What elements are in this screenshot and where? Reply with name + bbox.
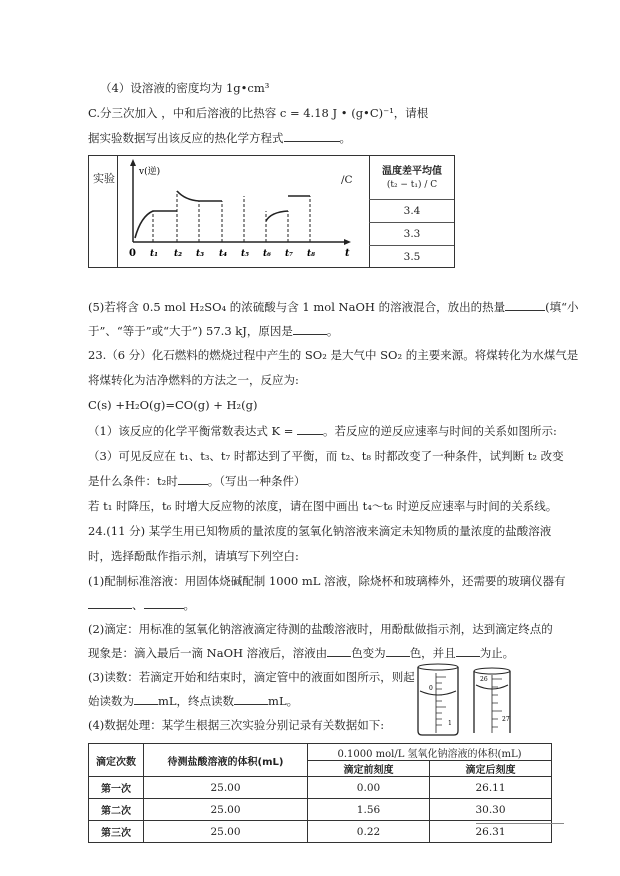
- answer-blank[interactable]: [88, 597, 132, 609]
- answer-blank[interactable]: [293, 323, 327, 335]
- x-axis-arrow-icon: [344, 239, 351, 245]
- before-cell: 0.22: [308, 821, 430, 843]
- header-titration-count: 滴定次数: [89, 744, 144, 777]
- q24-2b-a: 现象是：滴入最后一滴 NaOH 溶液后，溶液由: [88, 646, 328, 660]
- answer-blank[interactable]: [456, 645, 480, 657]
- unit-label: /C: [341, 174, 353, 186]
- hcl-volume-cell: 25.00: [144, 821, 308, 843]
- q5-end: 。: [326, 324, 339, 338]
- q24-1b-sep: 、: [132, 598, 144, 612]
- q24-part4: (4)数据处理：某学生根据三次实验分别记录有关数据如下:: [88, 718, 385, 732]
- q24-1b-end: 。: [183, 598, 195, 612]
- q24-2b-c: 色，并且: [409, 646, 456, 660]
- q5-text-c: 于”、“等于”或“大于”) 57.3 kJ，原因是: [88, 324, 293, 338]
- table-divider: [369, 245, 454, 246]
- q23-line2: 将煤转化为洁净燃料的方法之一，反应为:: [88, 373, 299, 387]
- burette-right: [474, 668, 510, 733]
- origin-label: 0: [129, 248, 136, 259]
- q24-part1: (1)配制标准溶液：用固体烧碱配制 1000 mL 溶液，除烧杯和玻璃棒外，还需要的玻璃仪器有: [88, 574, 566, 588]
- q24-3b-c: mL。: [268, 694, 299, 708]
- table-header-row: [89, 744, 552, 761]
- t6-label: t₆: [263, 249, 272, 259]
- header-naoh-volume: 0.1000 mol/L 氢氧化钠溶液的体积(mL): [308, 744, 552, 761]
- q24-3b-a: 始读数为: [88, 694, 134, 708]
- temperature-header: 温度差平均值: [382, 166, 442, 177]
- table-divider: [117, 156, 118, 267]
- temperature-value-3: 3.5: [403, 251, 421, 263]
- header-after: 滴定后刻度: [430, 761, 552, 777]
- experiment-table: [88, 155, 455, 268]
- time-gridlines: [153, 191, 310, 242]
- q23-part4: 若 t₁ 时降压，t₆ 时增大反应物的浓度，请在图中画出 t₄～t₆ 时逆反应速率与时间的关系线。: [88, 499, 558, 513]
- q23-3b-text: 是什么条件：t₂时: [88, 474, 178, 488]
- table-row: [89, 799, 552, 821]
- answer-blank[interactable]: [297, 423, 323, 435]
- t5-label: t₅: [241, 249, 250, 259]
- row-label: 第一次: [89, 777, 144, 799]
- burette-left-bottom-label: 1: [448, 720, 452, 727]
- c-line: C.分三次加入 ，中和后溶液的比热容 c = 4.18 J • (g•C)⁻¹，请根: [88, 106, 429, 120]
- rate-time-graph: [119, 156, 369, 269]
- q23-3b-end: 。（写出一种条件）: [207, 474, 306, 488]
- q24-part1b: [88, 597, 195, 613]
- c-line2-end: 。: [339, 131, 351, 145]
- v-label: v(逆): [139, 167, 161, 177]
- t-axis-label: t: [345, 248, 350, 259]
- q24-part2: (2)滴定：用标准的氢氧化钠溶液滴定待测的盐酸溶液时，用酚酞做指示剂，达到滴定终点的: [88, 622, 553, 636]
- answer-blank[interactable]: [284, 130, 340, 142]
- q5-text-a: (5)若将含 0.5 mol H₂SO₄ 的浓硫酸与含 1 mol NaOH 的溶液混合，放出的热量: [88, 300, 506, 314]
- hcl-volume-cell: 25.00: [144, 799, 308, 821]
- t1-label: t₁: [150, 249, 159, 259]
- q23-1-text-b: 。若反应的逆反应速率与时间的关系如图所示:: [323, 424, 557, 438]
- answer-blank[interactable]: [178, 473, 208, 485]
- answer-blank[interactable]: [386, 645, 410, 657]
- answer-blank[interactable]: [234, 693, 268, 705]
- answer-blank[interactable]: [327, 645, 351, 657]
- after-cell: 30.30: [430, 799, 552, 821]
- temperature-value-2: 3.3: [403, 228, 421, 240]
- q23-part3: （3）可见反应在 t₁、t₃、t₇ 时都达到了平衡，而 t₂、t₈ 时都改变了一种条件，试判断 t₂ 改变: [88, 449, 564, 463]
- q5-line2: [88, 323, 338, 339]
- table-divider: [369, 199, 454, 200]
- row-label: 第二次: [89, 799, 144, 821]
- c-line2: [88, 130, 351, 146]
- header-hcl-volume: 待测盐酸溶液的体积(mL): [144, 744, 308, 777]
- after-cell: 26.11: [430, 777, 552, 799]
- burette-left: [418, 664, 458, 735]
- q23-reaction: C(s) +H₂O(g)=CO(g) + H₂(g): [88, 398, 258, 412]
- temperature-value-1: 3.4: [403, 205, 421, 217]
- hcl-volume-cell: 25.00: [144, 777, 308, 799]
- t4-label: t₄: [219, 249, 228, 259]
- q24-line2: 时，选择酚酞作指示剂，请填写下列空白:: [88, 549, 299, 563]
- q23-title: 23.（6 分）化石燃料的燃烧过程中产生的 SO₂ 是大气中 SO₂ 的主要来源。将煤转化为水煤气是: [88, 348, 579, 362]
- burette-right-bottom-label: 27: [502, 716, 510, 723]
- t3-label: t₃: [196, 249, 205, 259]
- table-divider: [369, 222, 454, 223]
- burette-left-top-label: 0: [429, 685, 433, 692]
- q24-part2b: [88, 645, 514, 661]
- experiment-label: 实验: [93, 172, 115, 185]
- burette-right-top-label: 26: [480, 676, 488, 683]
- before-cell: 0.00: [308, 777, 430, 799]
- c-line2-text: 据实验数据写出该反应的热化学方程式: [88, 131, 284, 145]
- after-cell: 26.31: [430, 821, 552, 843]
- rate-curve-2: [177, 191, 222, 201]
- q5-line1: [88, 299, 578, 315]
- q24-2b-b: 色变为: [351, 646, 386, 660]
- rate-curve-1: [135, 211, 177, 238]
- q24-title: 24.(11 分) 某学生用已知物质的量浓度的氢氧化钠溶液来滴定未知物质的量浓度的盐酸溶液: [88, 524, 552, 538]
- t8-label: t₈: [307, 249, 316, 259]
- header-before: 滴定前刻度: [308, 761, 430, 777]
- q24-2b-d: 为止。: [479, 646, 515, 660]
- q23-1-text: （1）该反应的化学平衡常数表达式 K =: [88, 424, 294, 438]
- before-cell: 1.56: [308, 799, 430, 821]
- footer-rule: [476, 823, 564, 824]
- q5-text-b: (填“小: [545, 300, 579, 314]
- row-label: 第三次: [89, 821, 144, 843]
- q24-3b-b: mL，终点读数: [158, 694, 235, 708]
- q4-density: （4）设溶液的密度均为 1g•cm³: [100, 81, 270, 95]
- answer-blank[interactable]: [505, 299, 545, 311]
- titration-data-table: [88, 743, 552, 843]
- y-axis-arrow-icon: [130, 159, 136, 166]
- q24-part3b: [88, 693, 298, 709]
- table-row: [89, 777, 552, 799]
- answer-blank[interactable]: [134, 693, 158, 705]
- q24-part3: (3)读数：若滴定开始和结束时，滴定管中的液面如图所示，则起: [88, 670, 415, 684]
- t2-label: t₂: [174, 249, 183, 259]
- t7-label: t₇: [285, 249, 294, 259]
- temperature-header-sub: (t₂ − t₁) / C: [386, 180, 438, 190]
- q23-part1: [88, 423, 557, 439]
- answer-blank[interactable]: [144, 597, 184, 609]
- rate-curve-3: [266, 211, 288, 221]
- q23-part3b: [88, 473, 305, 489]
- burette-figure: [410, 663, 520, 738]
